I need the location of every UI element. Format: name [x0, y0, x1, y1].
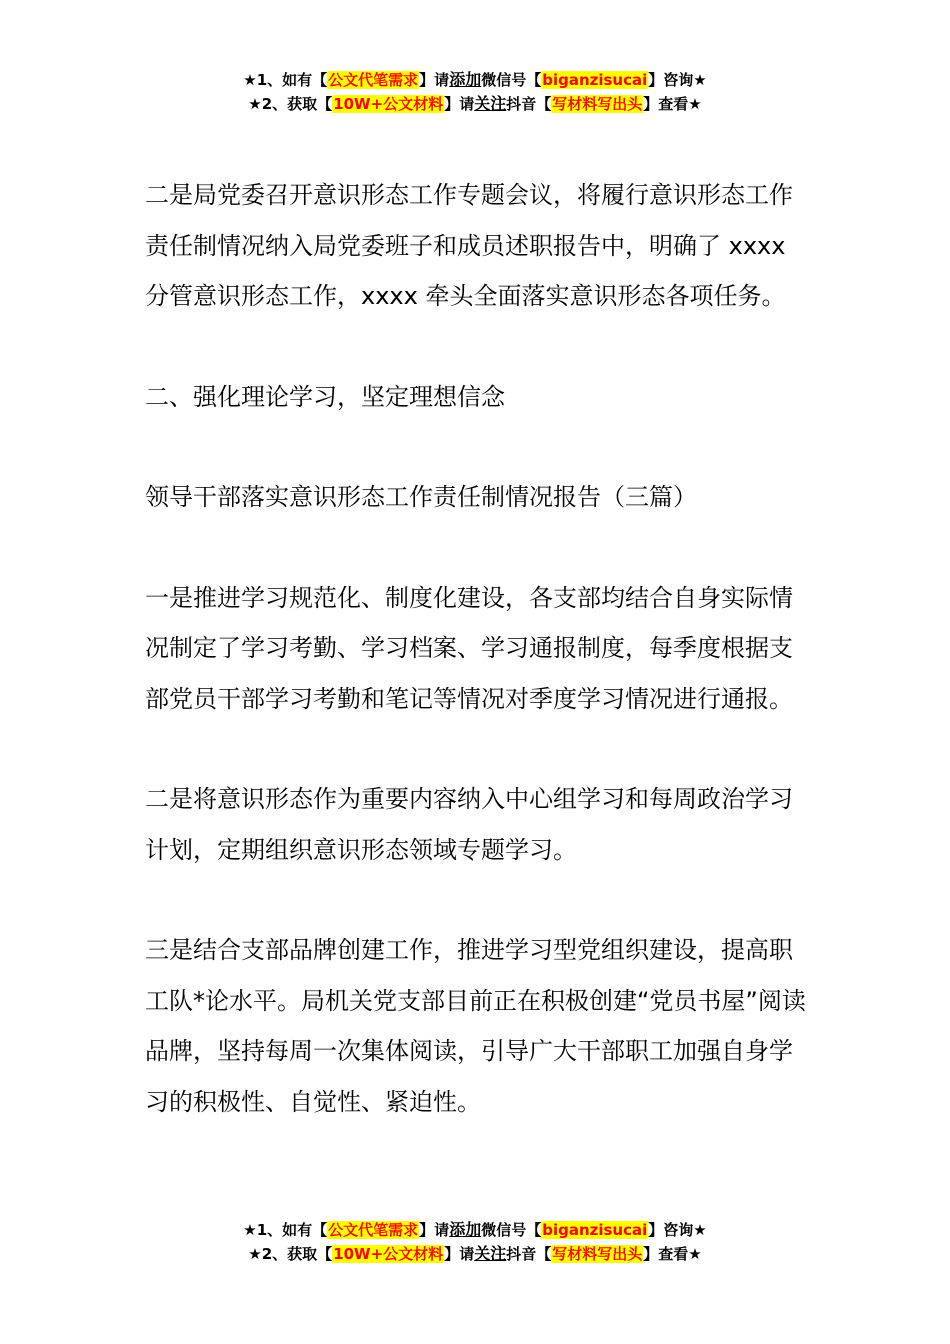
section-heading: 二、强化理论学习，坚定理想信念	[145, 382, 505, 411]
paragraph: 一是推进学习规范化、制度化建设，各支部均结合自身实际情况制定了学习考勤、学习档案、学习通报制度，每季度根据支部党员干部学习考勤和笔记等情况对季度学习情况进行通报。	[145, 583, 793, 713]
highlight-materials: 10W+公文材料	[333, 95, 444, 113]
document-body	[145, 170, 810, 1127]
paragraph: 二是将意识形态作为重要内容纳入中心组学习和每周政治学习计划，定期组织意识形态领域专题学习。	[145, 785, 793, 864]
paragraph: 三是结合支部品牌创建工作，推进学习型党组织建设，提高职工队*论水平。局机关党支部目前正在积极创建“党员书屋”阅读品牌，坚持每周一次集体阅读，引导广大干部职工加强自身学习的积极性、自觉性、紧迫性。	[145, 936, 806, 1116]
highlight-douyin: 写材料写出头	[552, 95, 643, 113]
highlight-service: 公文代笔需求	[328, 1221, 419, 1239]
highlight-materials: 10W+公文材料	[333, 1245, 444, 1263]
document-title: 领导干部落实意识形态工作责任制情况报告（三篇）	[145, 483, 697, 511]
banner-line-1: ★1、如有【公文代笔需求】请添加微信号【biganzisucai】咨询★	[243, 1220, 707, 1239]
banner-line-2: ★2、获取【10W+公文材料】请关注抖音【写材料写出头】查看★	[248, 94, 702, 113]
highlight-wechat-id: biganzisucai	[542, 71, 648, 89]
banner-line-1: ★1、如有【公文代笔需求】请添加微信号【biganzisucai】咨询★	[243, 70, 707, 89]
header-banner	[0, 68, 950, 116]
banner-line-2: ★2、获取【10W+公文材料】请关注抖音【写材料写出头】查看★	[248, 1244, 702, 1263]
paragraph: 二是局党委召开意识形态工作专题会议，将履行意识形态工作责任制情况纳入局党委班子和成员述职报告中，明确了 xxxx 分管意识形态工作，xxxx 牵头全面落实意识形态各项任务。	[145, 181, 793, 310]
highlight-douyin: 写材料写出头	[552, 1245, 643, 1263]
highlight-service: 公文代笔需求	[328, 71, 419, 89]
footer-banner	[0, 1218, 950, 1266]
highlight-wechat-id: biganzisucai	[542, 1221, 648, 1239]
